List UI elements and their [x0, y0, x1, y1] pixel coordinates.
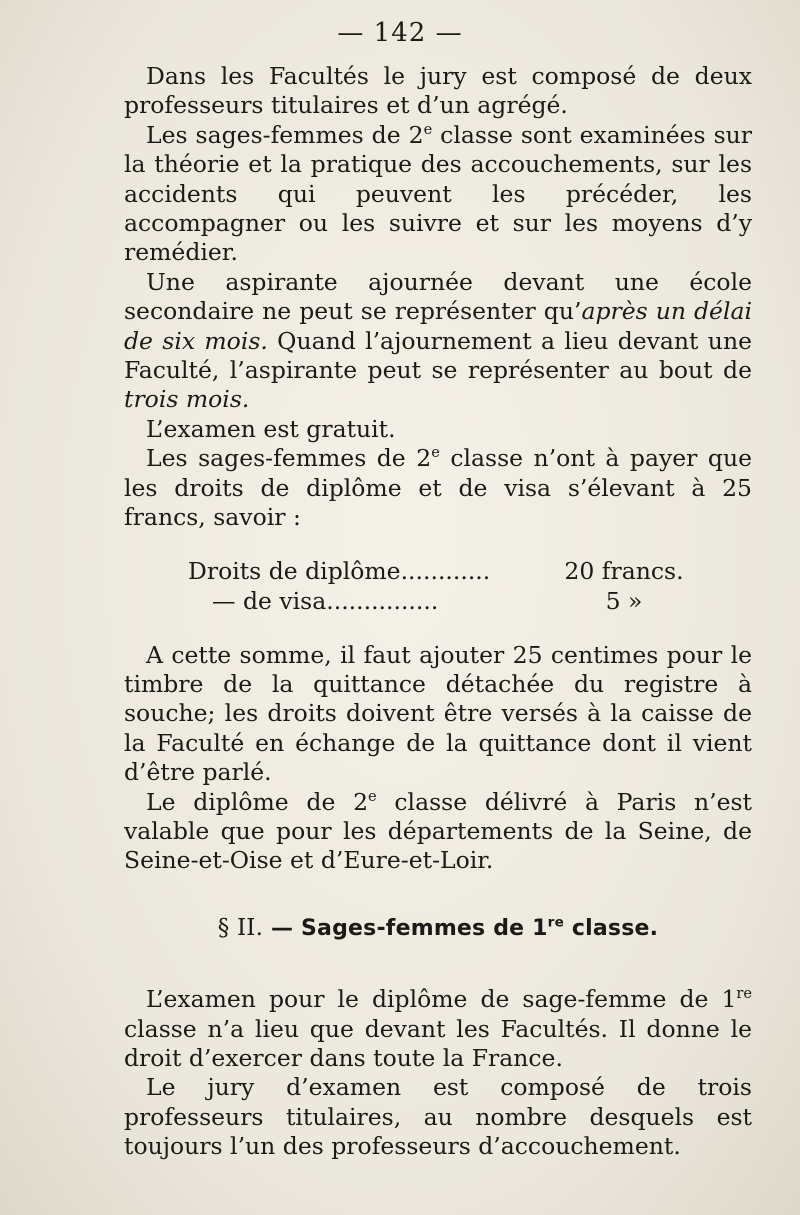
ajournement-text-2: Quand l’ajournement a lieu devant une Faculté, l’aspirante peut se représenter au bout de: [124, 326, 752, 385]
fee-row: [124, 587, 752, 617]
paragraph-validite: Le diplôme de 2e classe délivré à Paris n’est valable que pour les départements de la Seine, de Seine-et-Oise et d’Eure-et-Loir.: [124, 787, 752, 875]
page-number: — 142 —: [337, 18, 463, 48]
fee-amount: 20 francs.: [564, 556, 684, 585]
section-number: § II.: [217, 914, 264, 941]
paragraph-jury-premiere-classe: Le jury d’examen est composé de trois professeurs titulaires, au nombre desquels est toujours l’un des professeurs d’accouchement.: [124, 1073, 752, 1161]
fee-amount: 5 »: [605, 586, 643, 615]
fee-label: Droits de diplôme............: [188, 556, 491, 585]
paragraph-examen-contenu: Les sages-femmes de 2e classe sont examinées sur la théorie et la pratique des accouchements, sur les accidents qui peuvent les précéder, les accompagner ou les suivre et sur les moyens d’y remédier.: [124, 120, 752, 267]
paragraph-gratuit: L’examen est gratuit.: [146, 414, 396, 443]
fee-row: [124, 557, 752, 587]
ajournement-trois-mois-italic: trois mois.: [124, 385, 250, 414]
paragraph-premiere-classe: L’examen pour le diplôme de sage-femme de 1re classe n’a lieu que devant les Facultés. Il donne le droit d’exercer dans toute la France.: [124, 985, 752, 1072]
paragraph-timbre: A cette somme, il faut ajouter 25 centimes pour le timbre de la quittance détachée du registre à souche; les droits doivent être versés à la caisse de la Faculté en échange de la quittance dont il vient d’être parlé.: [124, 640, 752, 787]
fees-table: [124, 557, 752, 617]
paragraph-droits: Les sages-femmes de 2e classe n’ont à payer que les droits de diplôme et de visa s’élevant à 25 francs, savoir :: [124, 444, 752, 532]
paragraph-jury: Dans les Facultés le jury est composé de deux professeurs titulaires et d’un agrégé.: [124, 62, 752, 120]
ajournement-delai-italic: après un délai de six mois.: [124, 297, 752, 355]
section-heading: [124, 914, 752, 943]
section-title: — Sages-femmes de 1re classe.: [270, 914, 659, 941]
fee-label: — de visa...............: [212, 586, 439, 615]
paragraph-ajournement: [124, 268, 752, 415]
ajournement-text-1: Une aspirante ajournée devant une école secondaire ne peut se représenter qu’: [124, 267, 752, 326]
page-body: [124, 62, 752, 1162]
